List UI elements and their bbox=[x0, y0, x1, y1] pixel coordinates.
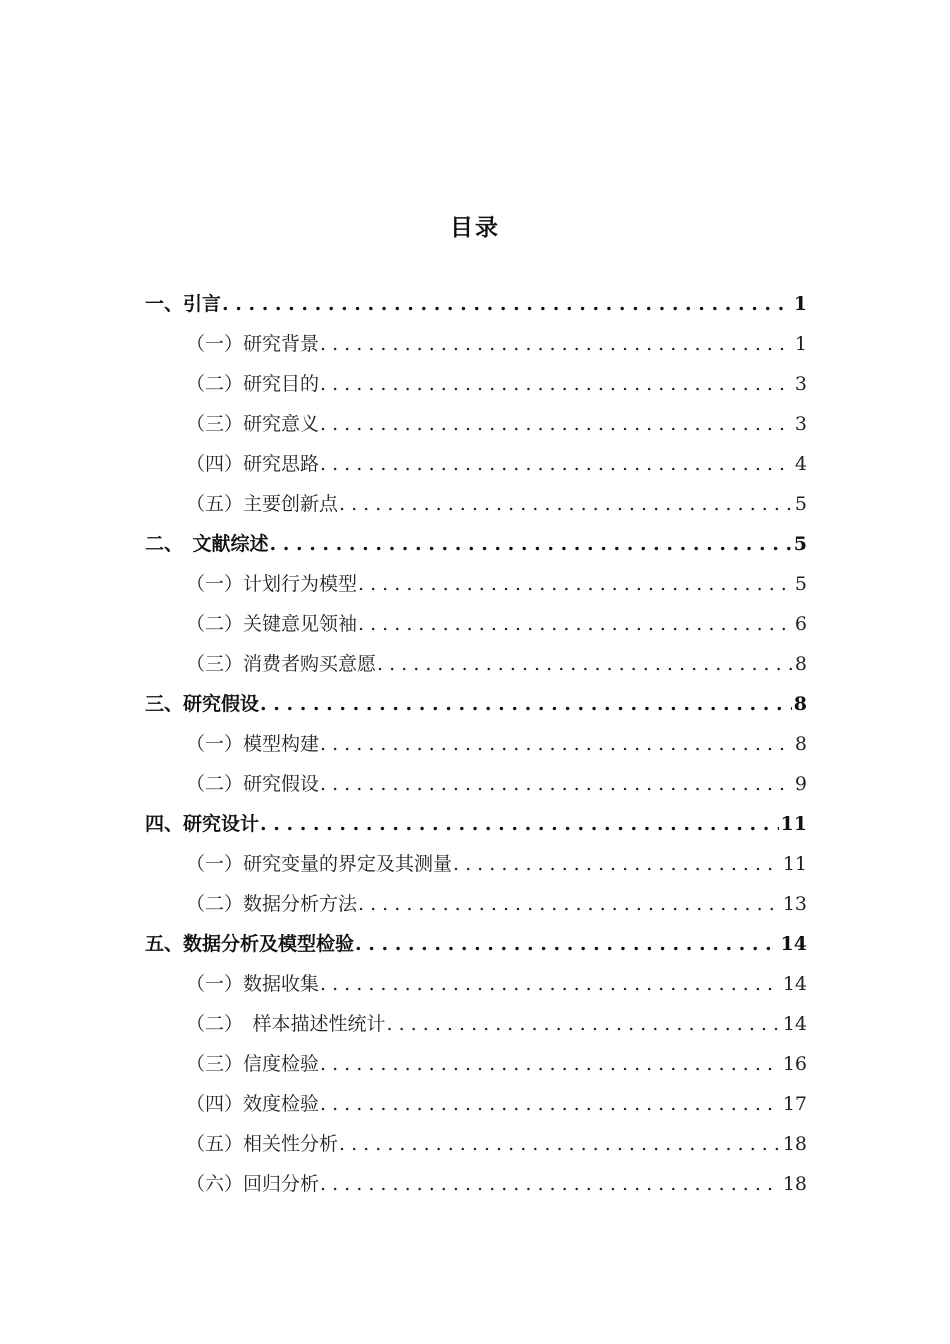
toc-page-number: 14 bbox=[782, 1013, 807, 1035]
dot-leader bbox=[358, 884, 781, 924]
dot-leader bbox=[260, 684, 792, 724]
toc-entry[interactable] bbox=[145, 804, 807, 844]
toc-entry-label: （二）关键意见领袖 bbox=[186, 613, 358, 635]
toc-page-number: 6 bbox=[794, 613, 807, 635]
toc-page-number: 8 bbox=[794, 653, 807, 675]
dot-leader bbox=[339, 484, 793, 524]
dot-leader bbox=[339, 1124, 781, 1164]
toc-entry[interactable] bbox=[145, 1044, 807, 1084]
toc-entry-label: （四）研究思路 bbox=[186, 453, 320, 475]
dot-leader bbox=[358, 564, 793, 604]
toc-entry[interactable] bbox=[145, 964, 807, 1004]
toc-entry[interactable] bbox=[145, 284, 807, 324]
toc-entry-label: （一）研究变量的界定及其测量 bbox=[186, 853, 453, 875]
toc-entry[interactable] bbox=[145, 404, 807, 444]
toc-entry-label: 五、数据分析及模型检验 bbox=[145, 933, 355, 955]
toc-entry-label: 一、引言 bbox=[145, 293, 222, 315]
dot-leader bbox=[270, 524, 792, 564]
toc-entry-label: （六）回归分析 bbox=[186, 1173, 320, 1195]
toc-entry[interactable] bbox=[145, 1004, 807, 1044]
toc-page-number: 11 bbox=[782, 853, 807, 875]
toc-page-number: 8 bbox=[793, 693, 807, 715]
toc-entry[interactable] bbox=[145, 324, 807, 364]
toc-page-number: 5 bbox=[793, 533, 807, 555]
toc-entry-label: （五）主要创新点 bbox=[186, 493, 339, 515]
toc-entry[interactable] bbox=[145, 684, 807, 724]
toc-entry[interactable] bbox=[145, 564, 807, 604]
dot-leader bbox=[387, 1004, 781, 1044]
toc-page-number: 11 bbox=[780, 813, 807, 835]
dot-leader bbox=[320, 444, 793, 484]
toc-entry[interactable] bbox=[145, 364, 807, 404]
toc-entry-label: （一）计划行为模型 bbox=[186, 573, 358, 595]
toc-entry-label: （二） 样本描述性统计 bbox=[186, 1013, 386, 1035]
toc-page-number: 9 bbox=[794, 773, 807, 795]
toc-entry[interactable] bbox=[145, 884, 807, 924]
toc-entry[interactable] bbox=[145, 444, 807, 484]
toc-entry[interactable] bbox=[145, 1084, 807, 1124]
dot-leader bbox=[320, 1044, 781, 1084]
toc-page-number: 14 bbox=[782, 973, 807, 995]
toc-entry[interactable] bbox=[145, 484, 807, 524]
toc-page-number: 17 bbox=[782, 1093, 807, 1115]
toc-page-number: 1 bbox=[794, 333, 807, 355]
toc-entry[interactable] bbox=[145, 1124, 807, 1164]
toc-entry-label: （五）相关性分析 bbox=[186, 1133, 339, 1155]
dot-leader bbox=[358, 604, 793, 644]
toc-entry-label: （二）研究假设 bbox=[186, 773, 320, 795]
dot-leader bbox=[320, 404, 793, 444]
toc-entry-label: （二）数据分析方法 bbox=[186, 893, 358, 915]
toc-page-number: 4 bbox=[794, 453, 807, 475]
toc-entry[interactable] bbox=[145, 524, 807, 564]
toc-entry[interactable] bbox=[145, 604, 807, 644]
dot-leader bbox=[453, 844, 781, 884]
toc-entry-label: （一）研究背景 bbox=[186, 333, 320, 355]
toc-entry-label: （二）研究目的 bbox=[186, 373, 320, 395]
toc-entry[interactable] bbox=[145, 844, 807, 884]
dot-leader bbox=[320, 1164, 781, 1204]
dot-leader bbox=[320, 724, 793, 764]
toc-entry-label: 四、研究设计 bbox=[145, 813, 260, 835]
dot-leader bbox=[377, 644, 793, 684]
dot-leader bbox=[320, 764, 793, 804]
toc-entry[interactable] bbox=[145, 724, 807, 764]
toc-page-number: 5 bbox=[794, 573, 807, 595]
dot-leader bbox=[320, 1084, 781, 1124]
dot-leader bbox=[320, 324, 793, 364]
toc-page-number: 1 bbox=[793, 293, 807, 315]
dot-leader bbox=[320, 964, 781, 1004]
toc-entry-label: （三）消费者购买意愿 bbox=[186, 653, 377, 675]
toc-title: 目录 bbox=[450, 215, 500, 241]
toc-entry-label: （一）数据收集 bbox=[186, 973, 320, 995]
toc-entry-label: （三）信度检验 bbox=[186, 1053, 320, 1075]
toc-page-number: 8 bbox=[794, 733, 807, 755]
toc-entry[interactable] bbox=[145, 644, 807, 684]
dot-leader bbox=[320, 364, 793, 404]
toc-entry-label: （三）研究意义 bbox=[186, 413, 320, 435]
toc-page-number: 3 bbox=[794, 373, 807, 395]
toc-entry-label: （一）模型构建 bbox=[186, 733, 320, 755]
table-of-contents bbox=[145, 284, 807, 1204]
toc-page-number: 3 bbox=[794, 413, 807, 435]
toc-page-number: 13 bbox=[782, 893, 807, 915]
toc-entry-label: 三、研究假设 bbox=[145, 693, 260, 715]
dot-leader bbox=[355, 924, 779, 964]
toc-page-number: 18 bbox=[782, 1133, 807, 1155]
toc-page-number: 14 bbox=[780, 933, 807, 955]
toc-entry-label: （四）效度检验 bbox=[186, 1093, 320, 1115]
dot-leader bbox=[260, 804, 779, 844]
toc-entry-label: 二、 文献综述 bbox=[145, 533, 269, 555]
toc-entry[interactable] bbox=[145, 924, 807, 964]
toc-page-number: 5 bbox=[794, 493, 807, 515]
toc-entry[interactable] bbox=[145, 1164, 807, 1204]
toc-entry[interactable] bbox=[145, 764, 807, 804]
dot-leader bbox=[222, 284, 792, 324]
toc-page-number: 16 bbox=[782, 1053, 807, 1075]
toc-page-number: 18 bbox=[782, 1173, 807, 1195]
